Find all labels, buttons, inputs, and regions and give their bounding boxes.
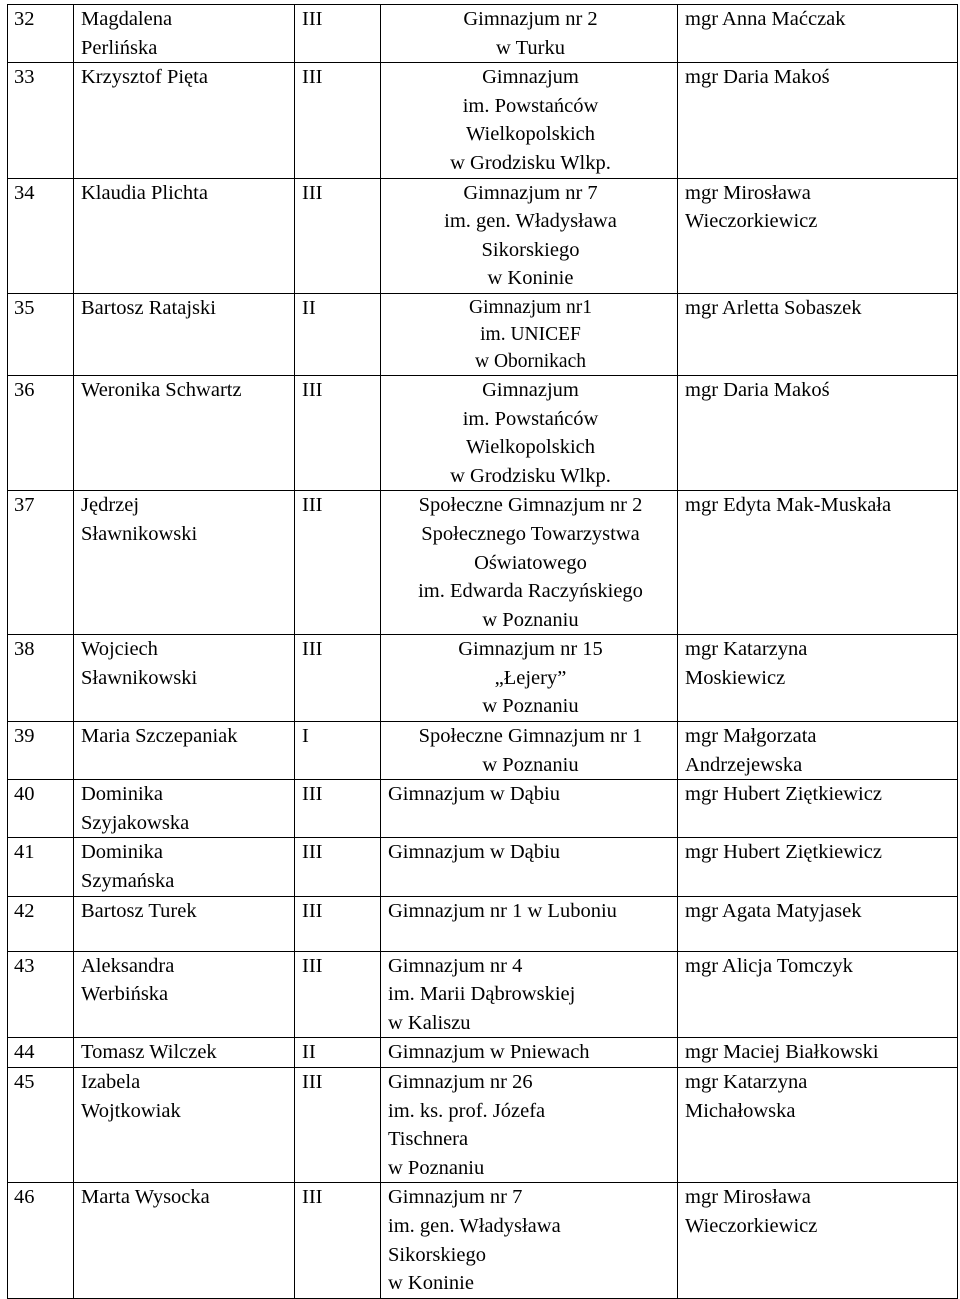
school-name: Gimnazjum im. Powstańców Wielkopolskich w Grodzisku Wlkp.: [381, 375, 678, 490]
table-row: [8, 1038, 958, 1068]
class-level: III: [295, 780, 381, 838]
student-name: Bartosz Turek: [74, 896, 295, 951]
class-level: III: [295, 838, 381, 896]
school-name: Gimnazjum nr 7 im. gen. Władysława Sikorskiego w Koninie: [381, 178, 678, 293]
school-name: Gimnazjum nr 2 w Turku: [381, 5, 678, 63]
class-level: III: [295, 375, 381, 490]
participants-table: [7, 4, 958, 1299]
school-name: Gimnazjum w Dąbiu: [381, 780, 678, 838]
table-row: [8, 722, 958, 780]
table-row: [8, 375, 958, 490]
table-row: [8, 1068, 958, 1183]
row-number: 35: [8, 293, 74, 375]
teacher-name: mgr Daria Makoś: [678, 63, 958, 178]
teacher-name: mgr Anna Maćczak: [678, 5, 958, 63]
teacher-name: mgr Agata Matyjasek: [678, 896, 958, 951]
table-row: [8, 5, 958, 63]
class-level: III: [295, 491, 381, 635]
teacher-name: mgr Katarzyna Michałowska: [678, 1068, 958, 1183]
table-row: [8, 1183, 958, 1298]
student-name: Wojciech Sławnikowski: [74, 635, 295, 722]
student-name: Bartosz Ratajski: [74, 293, 295, 375]
student-name: Dominika Szyjakowska: [74, 780, 295, 838]
class-level: III: [295, 178, 381, 293]
teacher-name: mgr Daria Makoś: [678, 375, 958, 490]
school-name: Gimnazjum im. Powstańców Wielkopolskich w Grodzisku Wlkp.: [381, 63, 678, 178]
table-row: [8, 178, 958, 293]
table-row: [8, 780, 958, 838]
teacher-name: mgr Alicja Tomczyk: [678, 951, 958, 1038]
teacher-name: mgr Hubert Ziętkiewicz: [678, 838, 958, 896]
row-number: 46: [8, 1183, 74, 1298]
student-name: Maria Szczepaniak: [74, 722, 295, 780]
school-name: Gimnazjum nr 26 im. ks. prof. Józefa Tischnera w Poznaniu: [381, 1068, 678, 1183]
teacher-name: mgr Maciej Białkowski: [678, 1038, 958, 1068]
table-row: [8, 635, 958, 722]
class-level: II: [295, 293, 381, 375]
row-number: 41: [8, 838, 74, 896]
school-name: Gimnazjum w Pniewach: [381, 1038, 678, 1068]
student-name: Jędrzej Sławnikowski: [74, 491, 295, 635]
table-row: [8, 951, 958, 1038]
participants-table-body: [8, 5, 958, 1299]
row-number: 33: [8, 63, 74, 178]
student-name: Izabela Wojtkowiak: [74, 1068, 295, 1183]
school-name: Gimnazjum nr 15 „Łejery” w Poznaniu: [381, 635, 678, 722]
teacher-name: mgr Mirosława Wieczorkiewicz: [678, 178, 958, 293]
student-name: Magdalena Perlińska: [74, 5, 295, 63]
row-number: 38: [8, 635, 74, 722]
row-number: 42: [8, 896, 74, 951]
school-name: Gimnazjum nr1 im. UNICEF w Obornikach: [381, 293, 678, 375]
school-name: Gimnazjum nr 4 im. Marii Dąbrowskiej w Kaliszu: [381, 951, 678, 1038]
teacher-name: mgr Mirosława Wieczorkiewicz: [678, 1183, 958, 1298]
table-row: [8, 491, 958, 635]
class-level: III: [295, 63, 381, 178]
school-name: Społeczne Gimnazjum nr 1 w Poznaniu: [381, 722, 678, 780]
row-number: 40: [8, 780, 74, 838]
table-row: [8, 896, 958, 951]
table-row: [8, 293, 958, 375]
student-name: Marta Wysocka: [74, 1183, 295, 1298]
table-row: [8, 63, 958, 178]
teacher-name: mgr Edyta Mak-Muskała: [678, 491, 958, 635]
row-number: 37: [8, 491, 74, 635]
student-name: Weronika Schwartz: [74, 375, 295, 490]
teacher-name: mgr Katarzyna Moskiewicz: [678, 635, 958, 722]
row-number: 43: [8, 951, 74, 1038]
row-number: 45: [8, 1068, 74, 1183]
student-name: Krzysztof Pięta: [74, 63, 295, 178]
row-number: 36: [8, 375, 74, 490]
school-name: Gimnazjum nr 1 w Luboniu: [381, 896, 678, 951]
teacher-name: mgr Arletta Sobaszek: [678, 293, 958, 375]
class-level: III: [295, 951, 381, 1038]
teacher-name: mgr Hubert Ziętkiewicz: [678, 780, 958, 838]
class-level: III: [295, 1183, 381, 1298]
class-level: I: [295, 722, 381, 780]
student-name: Tomasz Wilczek: [74, 1038, 295, 1068]
class-level: III: [295, 635, 381, 722]
row-number: 44: [8, 1038, 74, 1068]
student-name: Dominika Szymańska: [74, 838, 295, 896]
class-level: II: [295, 1038, 381, 1068]
class-level: III: [295, 1068, 381, 1183]
row-number: 34: [8, 178, 74, 293]
student-name: Klaudia Plichta: [74, 178, 295, 293]
row-number: 39: [8, 722, 74, 780]
school-name: Gimnazjum nr 7 im. gen. Władysława Sikorskiego w Koninie: [381, 1183, 678, 1298]
class-level: III: [295, 896, 381, 951]
school-name: Gimnazjum w Dąbiu: [381, 838, 678, 896]
teacher-name: mgr Małgorzata Andrzejewska: [678, 722, 958, 780]
school-name: Społeczne Gimnazjum nr 2 Społecznego Towarzystwa Oświatowego im. Edwarda Raczyńskiego w Poznaniu: [381, 491, 678, 635]
table-row: [8, 838, 958, 896]
row-number: 32: [8, 5, 74, 63]
class-level: III: [295, 5, 381, 63]
student-name: Aleksandra Werbińska: [74, 951, 295, 1038]
